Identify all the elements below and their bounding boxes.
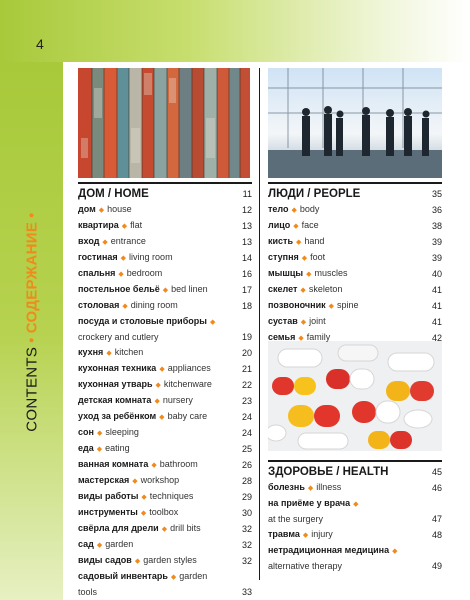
- diamond-icon: ◆: [132, 478, 138, 485]
- toc-entry-continued[interactable]: [268, 559, 442, 574]
- entry-en: injury: [311, 529, 333, 539]
- diamond-icon: ◆: [295, 239, 302, 246]
- entry-ru: нетрадиционная медицина: [268, 545, 390, 555]
- entry-page: 29: [241, 492, 252, 502]
- top-green-bar: [0, 0, 470, 62]
- diamond-icon: ◆: [159, 414, 165, 421]
- diamond-icon: ◆: [96, 430, 103, 437]
- toc-entry-text: [78, 266, 236, 282]
- entry-ru: детская комната: [78, 395, 152, 405]
- toc-entry[interactable]: [78, 473, 252, 489]
- toc-entry-text: [268, 250, 426, 266]
- toc-entry-text: [268, 314, 426, 330]
- section-people: [268, 182, 442, 346]
- side-title-en: CONTENTS: [23, 346, 41, 432]
- entry-en: nursery: [162, 395, 193, 405]
- diamond-icon: ◆: [300, 287, 306, 294]
- toc-entry[interactable]: [78, 234, 252, 250]
- entry-en: techniques: [149, 491, 194, 501]
- diamond-icon: ◆: [96, 542, 103, 549]
- people-silhouettes-photo: [268, 68, 442, 178]
- entry-en: dining room: [130, 300, 178, 310]
- entry-en: garden: [105, 539, 134, 549]
- entry-ru: лицо: [268, 220, 291, 230]
- toc-entry-text: [78, 473, 236, 489]
- diamond-icon: ◆: [118, 271, 124, 278]
- entry-page: 40: [431, 269, 442, 279]
- toc-entry[interactable]: [78, 377, 252, 393]
- toc-entry[interactable]: [268, 527, 442, 543]
- section-title: ДОМ / HOME: [78, 188, 149, 200]
- toc-entry-text: [78, 298, 236, 314]
- entry-ru: травма: [268, 529, 300, 539]
- entry-ru: кухня: [78, 347, 104, 357]
- pills-photo: [268, 341, 442, 451]
- section-page: 45: [431, 467, 442, 477]
- diamond-icon: ◆: [154, 398, 160, 405]
- toc-entry[interactable]: [78, 345, 252, 361]
- entry-page: 41: [431, 285, 442, 295]
- entry-en: kitchen: [114, 347, 144, 357]
- entry-ru: постельное бельё: [78, 284, 160, 294]
- entry-en: bedroom: [126, 268, 163, 278]
- diamond-icon: ◆: [121, 223, 128, 230]
- entry-page: 18: [241, 301, 252, 311]
- toc-entry-text: [78, 585, 236, 600]
- entry-list: [78, 202, 252, 600]
- section-page: 11: [242, 189, 252, 199]
- diamond-icon: ◆: [102, 239, 108, 246]
- entry-en: bathroom: [159, 459, 198, 469]
- entry-page: 47: [431, 514, 442, 524]
- entry-page: 13: [241, 221, 252, 231]
- entry-page: 22: [241, 380, 252, 390]
- diamond-icon: ◆: [162, 287, 169, 294]
- entry-ru: гостиная: [78, 252, 118, 262]
- toc-entry-text: [268, 218, 426, 234]
- toc-entry[interactable]: [268, 496, 442, 512]
- diamond-icon: ◆: [161, 526, 168, 533]
- entry-en: illness: [316, 482, 342, 492]
- entry-ru: кухонная утварь: [78, 379, 153, 389]
- entry-en: house: [107, 204, 132, 214]
- entry-ru: виды работы: [78, 491, 139, 501]
- entry-ru: семья: [268, 332, 296, 342]
- entry-page: 32: [241, 524, 252, 534]
- entry-ru: еда: [78, 443, 94, 453]
- entry-ru: мастерская: [78, 475, 130, 485]
- toc-entry[interactable]: [78, 266, 252, 282]
- entry-page: 20: [241, 348, 252, 358]
- toc-entry-text: [78, 250, 236, 266]
- toc-entry[interactable]: [268, 250, 442, 266]
- entry-en: garden: [179, 571, 208, 581]
- entry-en: hand: [304, 236, 325, 246]
- toc-entry-text: [268, 282, 426, 298]
- entry-ru: болезнь: [268, 482, 305, 492]
- entry-page: 14: [241, 253, 252, 263]
- page-number: 4: [36, 36, 44, 52]
- entry-page: 48: [431, 530, 442, 540]
- entry-page: 41: [431, 301, 442, 311]
- entry-ru: ванная комната: [78, 459, 149, 469]
- entry-en: appliances: [167, 363, 211, 373]
- diamond-icon: ◆: [298, 335, 304, 342]
- diamond-icon: ◆: [307, 485, 314, 492]
- entry-ru: свёрла для дрели: [78, 523, 159, 533]
- entry-page: 26: [241, 460, 252, 470]
- toc-entry[interactable]: [78, 298, 252, 314]
- entry-ru: столовая: [78, 300, 120, 310]
- diamond-icon: ◆: [155, 382, 161, 389]
- toc-entry[interactable]: [78, 521, 252, 537]
- entry-en: crockery and cutlery: [78, 332, 159, 342]
- side-title-separator-end: •: [23, 212, 41, 218]
- toc-entry[interactable]: [268, 218, 442, 234]
- entry-page: 12: [241, 205, 252, 215]
- entry-ru: тело: [268, 204, 289, 214]
- toc-entry-continued[interactable]: [268, 512, 442, 527]
- diamond-icon: ◆: [159, 366, 165, 373]
- entry-ru: спальня: [78, 268, 116, 278]
- section-page: 35: [431, 189, 442, 199]
- entry-en: flat: [130, 220, 143, 230]
- diamond-icon: ◆: [353, 501, 359, 508]
- entry-en: at the surgery: [268, 514, 324, 524]
- entry-page: 19: [241, 332, 252, 342]
- entry-en: workshop: [140, 475, 180, 485]
- entry-page: 42: [431, 333, 442, 343]
- entry-page: 32: [241, 556, 252, 566]
- entry-ru: инструменты: [78, 507, 138, 517]
- section-title: ЛЮДИ / PEOPLE: [268, 188, 361, 200]
- entry-ru: мышцы: [268, 268, 304, 278]
- entry-ru: кухонная техника: [78, 363, 157, 373]
- entry-ru: вход: [78, 236, 100, 246]
- entry-page: 24: [241, 428, 252, 438]
- toc-entry-text: [268, 496, 442, 512]
- column-divider: [259, 68, 260, 580]
- diamond-icon: ◆: [328, 303, 334, 310]
- section-heading: [268, 182, 442, 201]
- toc-entry-text: [268, 527, 426, 543]
- toc-entry[interactable]: [268, 298, 442, 314]
- diamond-icon: ◆: [291, 207, 297, 214]
- toc-entry[interactable]: [78, 425, 252, 441]
- toc-entry[interactable]: [78, 441, 252, 457]
- entry-en: muscles: [314, 268, 348, 278]
- entry-en: foot: [310, 252, 326, 262]
- toc-entry-continued[interactable]: [78, 330, 252, 345]
- entry-page: 23: [241, 396, 252, 406]
- toc-entry-text: [78, 521, 236, 537]
- toc-entry-text: [268, 543, 442, 559]
- wood-planks-photo: [78, 68, 250, 178]
- entry-ru: садовый инвентарь: [78, 571, 168, 581]
- toc-entry-text: [78, 218, 236, 234]
- toc-entry-text: [268, 234, 426, 250]
- diamond-icon: ◆: [140, 510, 147, 517]
- entry-en: skeleton: [308, 284, 343, 294]
- toc-entry[interactable]: [78, 218, 252, 234]
- toc-entry[interactable]: [78, 250, 252, 266]
- entry-ru: на приёме у врача: [268, 498, 351, 508]
- toc-entry-text: [78, 457, 236, 473]
- toc-entry[interactable]: [268, 202, 442, 218]
- diamond-icon: ◆: [106, 350, 112, 357]
- toc-entry-text: [78, 409, 236, 425]
- toc-entry-text: [268, 512, 426, 527]
- toc-entry-text: [78, 282, 236, 298]
- entry-ru: сон: [78, 427, 94, 437]
- toc-entry-text: [78, 330, 236, 345]
- entry-page: 16: [241, 269, 252, 279]
- entry-page: 21: [241, 364, 252, 374]
- diamond-icon: ◆: [209, 319, 216, 326]
- toc-entry[interactable]: [268, 543, 442, 559]
- entry-en: family: [306, 332, 331, 342]
- diamond-icon: ◆: [134, 558, 141, 565]
- entry-page: 38: [431, 221, 442, 231]
- entry-en: entrance: [110, 236, 146, 246]
- section-heading: [78, 182, 252, 201]
- entry-list: [268, 480, 442, 574]
- diamond-icon: ◆: [392, 548, 398, 555]
- toc-entry-continued[interactable]: [78, 585, 252, 600]
- section-title: ЗДОРОВЬЕ / HEALTH: [268, 466, 389, 478]
- entry-en: garden styles: [143, 555, 197, 565]
- entry-ru: кисть: [268, 236, 293, 246]
- toc-entry-text: [78, 361, 236, 377]
- entry-page: 39: [431, 253, 442, 263]
- side-title-separator: •: [23, 337, 41, 343]
- diamond-icon: ◆: [151, 462, 157, 469]
- toc-entry-text: [78, 537, 236, 553]
- toc-entry[interactable]: [268, 314, 442, 330]
- entry-ru: виды садов: [78, 555, 132, 565]
- toc-entry-text: [78, 202, 236, 218]
- entry-page: 32: [241, 540, 252, 550]
- toc-entry-text: [78, 441, 236, 457]
- entry-en: toolbox: [149, 507, 179, 517]
- toc-entry[interactable]: [78, 202, 252, 218]
- toc-entry[interactable]: [78, 393, 252, 409]
- toc-entry-text: [78, 425, 236, 441]
- toc-entry[interactable]: [78, 537, 252, 553]
- toc-entry[interactable]: [268, 234, 442, 250]
- toc-entry[interactable]: [268, 282, 442, 298]
- entry-en: kitchenware: [163, 379, 212, 389]
- entry-page: 28: [241, 476, 252, 486]
- toc-entry-text: [78, 314, 252, 330]
- entry-page: 46: [431, 483, 442, 493]
- toc-entry-text: [78, 505, 236, 521]
- entry-en: drill bits: [170, 523, 201, 533]
- entry-ru: сад: [78, 539, 94, 549]
- toc-entry-text: [268, 330, 426, 346]
- entry-en: spine: [337, 300, 359, 310]
- diamond-icon: ◆: [170, 574, 177, 581]
- entry-ru: посуда и столовые приборы: [78, 316, 207, 326]
- diamond-icon: ◆: [122, 303, 128, 310]
- entry-page: 49: [431, 561, 442, 571]
- toc-entry[interactable]: [78, 282, 252, 298]
- toc-entry-text: [268, 298, 426, 314]
- diamond-icon: ◆: [96, 446, 103, 453]
- toc-entry[interactable]: [78, 409, 252, 425]
- entry-page: 30: [241, 508, 252, 518]
- entry-page: 24: [241, 412, 252, 422]
- toc-entry[interactable]: [78, 553, 252, 569]
- diamond-icon: ◆: [141, 494, 147, 501]
- entry-ru: квартира: [78, 220, 119, 230]
- entry-page: 39: [431, 237, 442, 247]
- entry-page: 41: [431, 317, 442, 327]
- section-home: [78, 182, 252, 600]
- entry-en: baby care: [167, 411, 208, 421]
- entry-ru: дом: [78, 204, 96, 214]
- entry-ru: сустав: [268, 316, 298, 326]
- toc-entry-text: [78, 569, 252, 585]
- entry-ru: позвоночник: [268, 300, 326, 310]
- diamond-icon: ◆: [306, 271, 312, 278]
- diamond-icon: ◆: [300, 319, 307, 326]
- toc-entry[interactable]: [268, 480, 442, 496]
- entry-en: bed linen: [171, 284, 208, 294]
- entry-page: 36: [431, 205, 442, 215]
- entry-en: sleeping: [105, 427, 139, 437]
- toc-entry[interactable]: [78, 569, 252, 585]
- entry-en: face: [301, 220, 319, 230]
- side-title-ru: СОДЕРЖАНИЕ: [23, 221, 41, 334]
- entry-en: tools: [78, 587, 98, 597]
- toc-entry[interactable]: [78, 361, 252, 377]
- entry-page: 33: [241, 587, 252, 597]
- entry-en: eating: [105, 443, 130, 453]
- toc-entry-text: [268, 480, 426, 496]
- toc-entry[interactable]: [78, 489, 252, 505]
- toc-entry[interactable]: [78, 314, 252, 330]
- side-title: [24, 208, 41, 431]
- diamond-icon: ◆: [293, 223, 299, 230]
- section-health: [268, 460, 442, 574]
- toc-entry-text: [78, 234, 236, 250]
- toc-entry[interactable]: [268, 266, 442, 282]
- toc-entry[interactable]: [78, 457, 252, 473]
- toc-entry-text: [78, 345, 236, 361]
- toc-entry-text: [78, 377, 236, 393]
- entry-page: 17: [241, 285, 252, 295]
- entry-ru: скелет: [268, 284, 298, 294]
- diamond-icon: ◆: [302, 532, 309, 539]
- entry-list: [268, 202, 442, 346]
- toc-entry-text: [268, 266, 426, 282]
- entry-en: joint: [309, 316, 326, 326]
- entry-en: living room: [129, 252, 173, 262]
- toc-entry[interactable]: [78, 505, 252, 521]
- section-heading: [268, 460, 442, 479]
- entry-ru: ступня: [268, 252, 299, 262]
- diamond-icon: ◆: [301, 255, 308, 262]
- toc-entry[interactable]: [268, 330, 442, 346]
- diamond-icon: ◆: [120, 255, 127, 262]
- toc-entry-text: [78, 393, 236, 409]
- entry-en: alternative therapy: [268, 561, 343, 571]
- toc-entry-text: [268, 202, 426, 218]
- entry-page: 13: [241, 237, 252, 247]
- entry-en: body: [299, 204, 320, 214]
- entry-page: 25: [241, 444, 252, 454]
- entry-ru: уход за ребёнком: [78, 411, 157, 421]
- toc-entry-text: [78, 489, 236, 505]
- toc-entry-text: [78, 553, 236, 569]
- toc-entry-text: [268, 559, 426, 574]
- diamond-icon: ◆: [98, 207, 105, 214]
